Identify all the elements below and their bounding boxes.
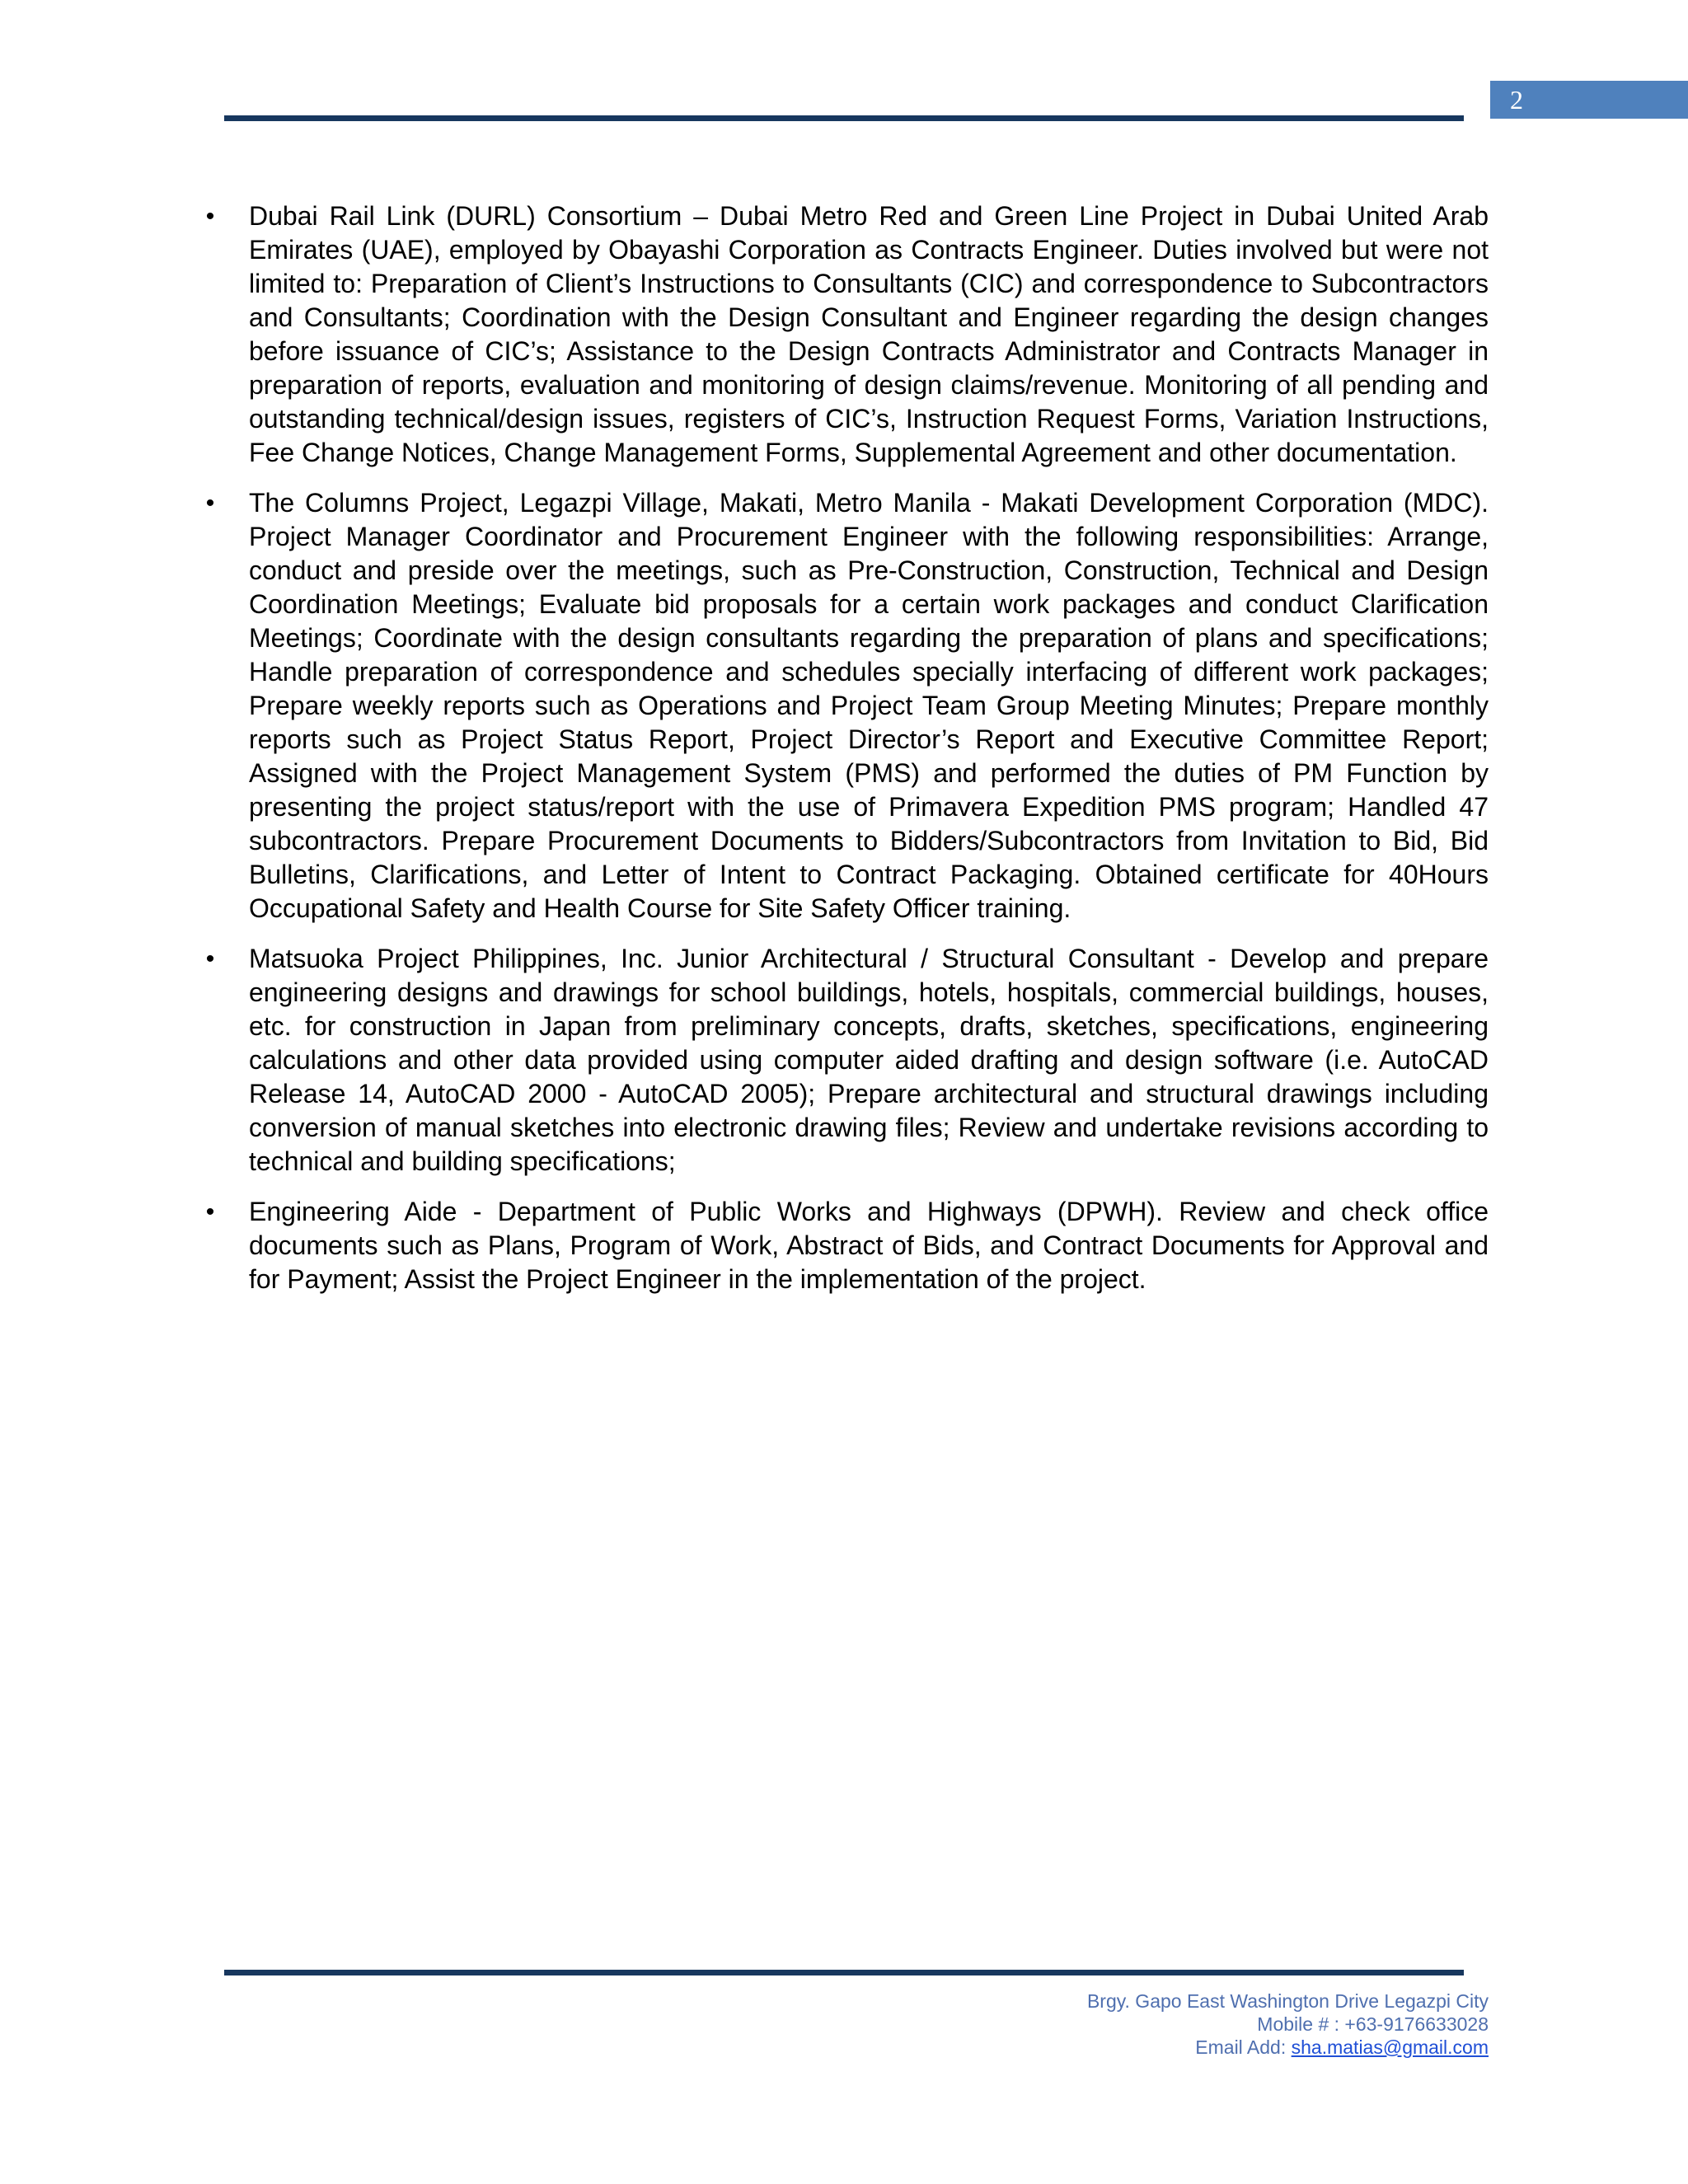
header-divider: [224, 115, 1464, 121]
bullet-icon: •: [205, 490, 215, 517]
experience-list: [198, 199, 1489, 1313]
footer-email-label: Email Add:: [1195, 2036, 1287, 2058]
bullet-icon: •: [205, 945, 215, 972]
experience-text: Matsuoka Project Philippines, Inc. Junior Architectural / Structural Consultant - Develop and prepare engineering designs and drawings for school buildings, hotels, hospitals, commercial buildings, houses, etc. for construction in Japan from preliminary concepts, drafts, sketches, specifications, engineering calculations and other data provided using computer aided drafting and design software (i.e. AutoCAD Release 14, AutoCAD 2000 - AutoCAD 2005); Prepare architectural and structural drawings including conversion of manual sketches into electronic drawing files; Review and undertake revisions according to technical and building specifications;: [249, 944, 1489, 1176]
experience-text: Dubai Rail Link (DURL) Consortium – Dubai Metro Red and Green Line Project in Dubai United Arab Emirates (UAE), employed by Obayashi Corporation as Contracts Engineer. Duties involved but were not limited to: Preparation of Client’s Instructions to Consultants (CIC) and correspondence to Subcontractors and Consultants; Coordination with the Design Consultant and Engineer regarding the design changes before issuance of CIC’s; Assistance to the Design Contracts Administrator and Contracts Manager in preparation of reports, evaluation and monitoring of design claims/revenue. Monitoring of all pending and outstanding technical/design issues, registers of CIC’s, Instruction Request Forms, Variation Instructions, Fee Change Notices, Change Management Forms, Supplemental Agreement and other documentation.: [249, 201, 1489, 467]
footer-divider: [224, 1970, 1464, 1975]
footer-email-line: [1087, 2036, 1489, 2059]
footer-address: Brgy. Gapo East Washington Drive Legazpi City: [1086, 1990, 1489, 2012]
bullet-icon: •: [205, 1198, 215, 1226]
list-item: [198, 942, 1489, 1179]
experience-text: The Columns Project, Legazpi Village, Makati, Metro Manila - Makati Development Corporation (MDC). Project Manager Coordinator and Procurement Engineer with the following responsibilities: Arrange, conduct and preside over the meetings, such as Pre-Construction, Construction, Technical and Design Coordination Meetings; Evaluate bid proposals for a certain work packages and conduct Clarification Meetings; Coordinate with the design consultants regarding the preparation of plans and specifications; Handle preparation of correspondence and schedules specially interfacing of different work packages; Prepare weekly reports such as Operations and Project Team Group Meeting Minutes; Prepare monthly reports such as Project Status Report, Project Director’s Report and Executive Committee Report; Assigned with the Project Management System (PMS) and performed the duties of PM Function by presenting the project status/report with the use of Primavera Expedition PMS program; Handled 47 subcontractors. Prepare Procurement Documents to Bidders/Subcontractors from Invitation to Bid, Bid Bulletins, Clarifications, and Letter of Intent to Contract Packaging. Obtained certificate for 40Hours Occupational Safety and Health Course for Site Safety Officer training.: [249, 488, 1489, 923]
list-item: [198, 199, 1489, 470]
bullet-icon: •: [205, 203, 215, 230]
page-number: 2: [1490, 81, 1688, 119]
email-link[interactable]: sha.matias@gmail.com: [1291, 2036, 1489, 2058]
list-item: [198, 1195, 1489, 1296]
experience-text: Engineering Aide - Department of Public Works and Highways (DPWH). Review and check office documents such as Plans, Program of Work, Abstract of Bids, and Contract Documents for Approval and for Payment; Assist the Project Engineer in the implementation of the project.: [249, 1197, 1489, 1294]
footer-mobile: Mobile # : +63-9176633028: [1257, 2013, 1489, 2035]
footer-contact: [1087, 1990, 1489, 2059]
list-item: [198, 486, 1489, 926]
